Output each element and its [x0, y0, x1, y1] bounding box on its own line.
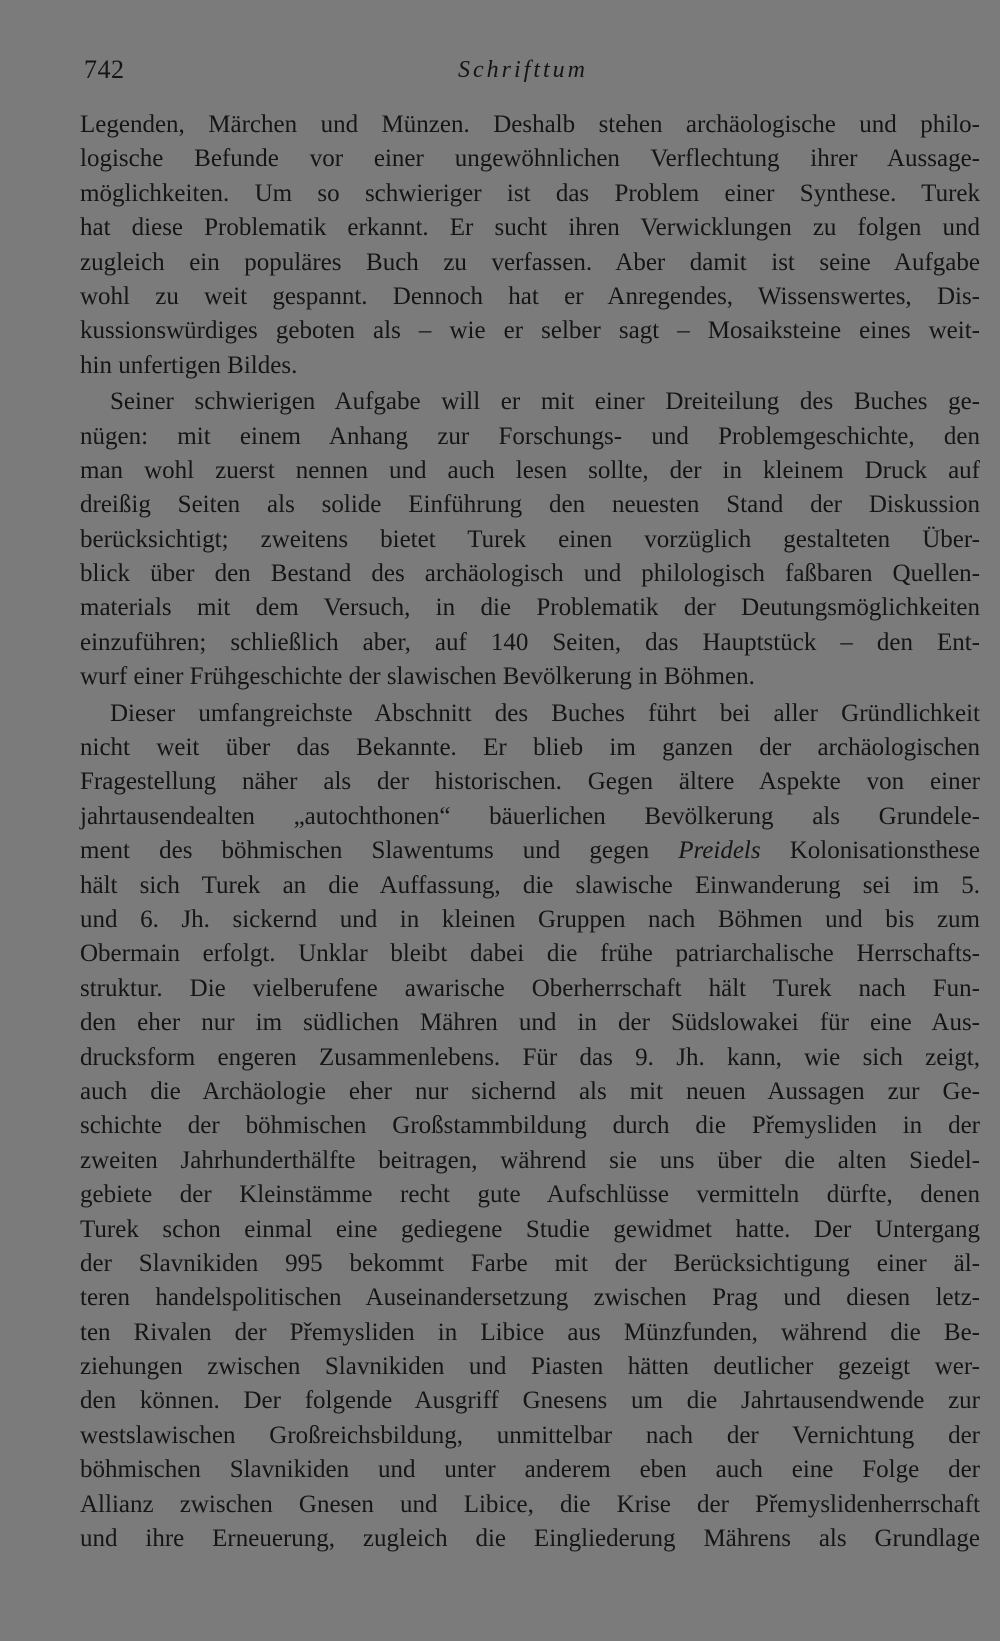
running-title: Schrifttum	[458, 57, 588, 83]
text-line: berücksichtigt; zweitens bietet Turek einen vorzüglich gestalteten Über-	[80, 525, 980, 553]
text-line: möglichkeiten. Um so schwieriger ist das Problem einer Synthese. Turek	[80, 179, 980, 207]
text-line: Legenden, Märchen und Münzen. Deshalb stehen archäologische und philo-	[80, 111, 980, 138]
text-line: zugleich ein populäres Buch zu verfassen. Aber damit ist seine Aufgabe	[80, 248, 980, 276]
text-line: den können. Der folgende Ausgriff Gnesens um die Jahrtausendwende zur	[80, 1387, 980, 1415]
text-line: und ihre Erneuerung, zugleich die Eingliederung Mährens als Grundlage	[80, 1525, 980, 1553]
text-line: Seiner schwierigen Aufgabe will er mit einer Dreiteilung des Buches ge-	[110, 388, 980, 416]
text-line: der Slavnikiden 995 bekommt Farbe mit der Berücksichtigung einer äl-	[80, 1249, 980, 1277]
text-line: materials mit dem Versuch, in die Problematik der Deutungsmöglichkeiten	[80, 594, 980, 622]
text-line: jahrtausendealten „autochthonen“ bäuerlichen Bevölkerung als Grundele-	[80, 802, 980, 830]
text-line: den eher nur im südlichen Mähren und in der Südslowakei für eine Aus-	[80, 1009, 980, 1037]
text-line: schichte der böhmischen Großstammbildung durch die Přemysliden in der	[80, 1112, 980, 1140]
text-line: Dieser umfangreichste Abschnitt des Buches führt bei aller Gründlichkeit	[110, 699, 980, 727]
text-line: ziehungen zwischen Slavnikiden und Piasten hätten deutlicher gezeigt wer-	[80, 1353, 980, 1381]
text-line: wurf einer Frühgeschichte der slawischen Bevölkerung in Böhmen.	[80, 663, 755, 691]
text-line: hat diese Problematik erkannt. Er sucht ihren Verwicklungen zu folgen und	[80, 214, 980, 242]
paragraph-3	[80, 697, 980, 1557]
text-line: einzuführen; schließlich aber, auf 140 Seiten, das Hauptstück – den Ent-	[80, 628, 980, 656]
text-fragment: ment des böhmischen Slawentums und gegen	[80, 837, 679, 865]
text-line: Turek schon einmal eine gediegene Studie gewidmet hatte. Der Untergang	[80, 1215, 980, 1243]
text-line: und 6. Jh. sickernd und in kleinen Gruppen nach Böhmen und bis zum	[80, 905, 980, 933]
body-text	[80, 108, 980, 1556]
text-line: auch die Archäologie eher nur sichernd als mit neuen Aussagen zur Ge-	[80, 1077, 980, 1105]
text-line: struktur. Die vielberufene awarische Oberherrschaft hält Turek nach Fun-	[80, 974, 980, 1002]
text-line: zweiten Jahrhunderthälfte beitragen, während sie uns über die alten Siedel-	[80, 1146, 980, 1174]
text-line: drucksform engeren Zusammenlebens. Für das 9. Jh. kann, wie sich zeigt,	[80, 1043, 980, 1071]
text-line: Allianz zwischen Gnesen und Libice, die Krise der Přemyslidenherrschaft	[80, 1490, 980, 1518]
paragraph-2	[80, 385, 980, 695]
text-line	[80, 834, 980, 868]
text-line: ten Rivalen der Přemysliden in Libice aus Münzfunden, während die Be-	[80, 1318, 980, 1346]
paragraph-1	[80, 108, 980, 383]
page-number: 742	[84, 55, 125, 84]
text-line: wohl zu weit gespannt. Dennoch hat er Anregendes, Wissenswertes, Dis-	[80, 282, 980, 310]
page-header	[84, 52, 974, 88]
text-line: teren handelspolitischen Auseinandersetzung zwischen Prag und diesen letz-	[80, 1284, 980, 1312]
text-line: westslawischen Großreichsbildung, unmittelbar nach der Vernichtung der	[80, 1421, 980, 1449]
text-line: nügen: mit einem Anhang zur Forschungs- und Problemgeschichte, den	[80, 422, 980, 450]
text-line: blick über den Bestand des archäologisch und philologisch faßbaren Quellen-	[80, 560, 980, 588]
text-line: logische Befunde vor einer ungewöhnlichen Verflechtung ihrer Aussage-	[80, 145, 980, 173]
text-fragment: Kolonisationsthese	[760, 837, 980, 865]
text-line: nicht weit über das Bekannte. Er blieb im ganzen der archäologischen	[80, 734, 980, 762]
text-line: dreißig Seiten als solide Einführung den neuesten Stand der Diskussion	[80, 491, 980, 519]
text-line: hält sich Turek an die Auffassung, die slawische Einwanderung sei im 5.	[80, 871, 980, 899]
text-line: Obermain erfolgt. Unklar bleibt dabei die frühe patriarchalische Herrschafts-	[80, 940, 980, 968]
text-line: kussionswürdiges geboten als – wie er selber sagt – Mosaiksteine eines weit-	[80, 317, 980, 345]
italic-name: Preidels	[678, 837, 761, 865]
text-line: hin unfertigen Bildes.	[80, 351, 298, 379]
text-line: man wohl zuerst nennen und auch lesen sollte, der in kleinem Druck auf	[80, 456, 980, 484]
text-line: böhmischen Slavnikiden und unter anderem eben auch eine Folge der	[80, 1456, 980, 1484]
text-line: Fragestellung näher als der historischen. Gegen ältere Aspekte von einer	[80, 768, 980, 796]
text-line: gebiete der Kleinstämme recht gute Aufschlüsse vermitteln dürfte, denen	[80, 1181, 980, 1209]
